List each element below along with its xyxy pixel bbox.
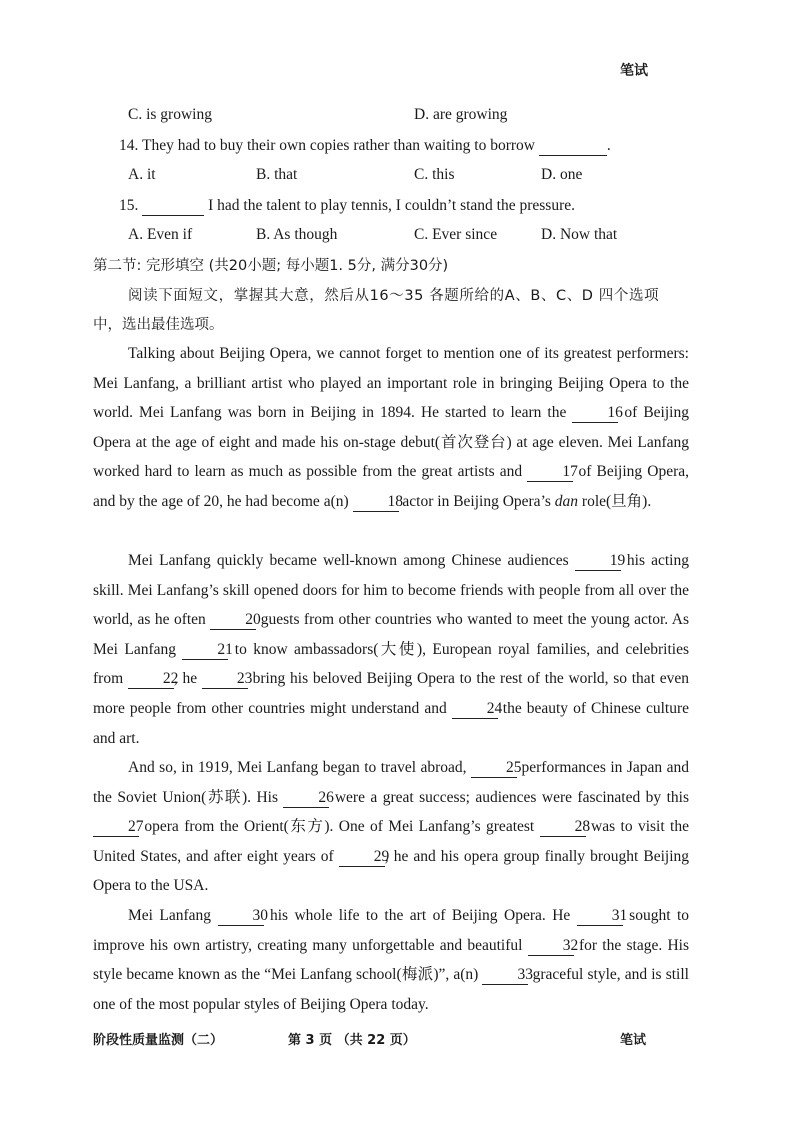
passage-text: Mei Lanfang	[128, 907, 218, 924]
q14-stem-text: 14. They had to buy their own copies rather than waiting to borrow	[119, 137, 535, 154]
section-heading: 第二节: 完形填空 (共20小题; 每小题1. 5分, 满分30分)	[93, 258, 449, 274]
passage-text: Talking about Beijing Opera, we cannot forget to mention one of its greatest performers: Mei Lanfang, a brilliant artist who played an important role in bringing Beijing Opera to the world. Mei Lanfang was born in Beijing in 1894. He started to learn the	[93, 345, 689, 422]
cloze-blank-30: 30	[218, 907, 264, 926]
cloze-blank-18: 18	[353, 493, 399, 512]
cloze-blank-21: 21	[182, 641, 228, 660]
passage-text: performances in Japan and the Soviet Union(苏联). His	[93, 759, 689, 806]
passage-paragraph-4	[93, 901, 689, 1019]
passage-text: , he and his opera group finally brought Beijing Opera to the USA.	[93, 847, 690, 895]
cloze-blank-31: 31	[577, 907, 623, 926]
passage-text: for the stage. His style became known as the “Mei Lanfang school(梅派)”, a(n)	[93, 936, 689, 984]
q13-option-c: C. is growing	[128, 106, 212, 123]
passage-paragraph-3	[93, 753, 689, 901]
q15-option-c: C. Ever since	[414, 226, 498, 243]
passage-text: his whole life to the art of Beijing Opera. He	[263, 907, 577, 924]
q14-option-b: B. that	[256, 166, 298, 183]
passage-paragraph-2	[93, 546, 689, 753]
q15-blank	[142, 197, 204, 216]
section-instruction-line2: 中，选出最佳选项。	[93, 317, 224, 333]
q15-stem	[119, 196, 575, 216]
passage-paragraph-1	[93, 339, 689, 517]
passage-text: opera from the Orient(东方). One of Mei Lanfang’s greatest	[139, 818, 540, 836]
cloze-blank-24: 24	[452, 700, 498, 719]
passage-text: , he	[173, 670, 202, 688]
cloze-blank-19: 19	[575, 552, 621, 571]
footer-exam-name: 阶段性质量监测（二）	[93, 1033, 224, 1048]
q14-stem	[119, 136, 611, 156]
passage-text: of Beijing Opera at the age of eight and made his on-stage debut(首次登台) at age eleven. Mei Lanfang worked hard to learn as much as possible from the great artists and	[93, 404, 689, 481]
q14-stem-end: .	[606, 137, 611, 154]
cloze-blank-27: 27	[93, 818, 139, 837]
passage-text: graceful style, and is still one of the most popular styles of Beijing Opera today.	[93, 966, 689, 1013]
q15-number: 15.	[119, 197, 139, 214]
italic-term: dan	[554, 492, 579, 510]
passage-text: the beauty of Chinese culture and art.	[93, 699, 689, 747]
passage-text: sought to improve his own artistry, creating many unforgettable and beautiful	[93, 907, 690, 954]
q14-blank	[539, 137, 607, 156]
cloze-blank-32: 32	[528, 937, 574, 956]
passage-text: actor in Beijing Opera’s	[398, 492, 555, 510]
cloze-blank-26: 26	[283, 789, 329, 808]
footer-label: 笔试	[620, 1033, 647, 1048]
passage-text: bring his beloved Beijing Opera to the rest of the world, so that even more people from other countries might understand and	[93, 670, 689, 717]
passage-text: were a great success; audiences were fascinated by this	[329, 788, 689, 806]
passage-text: Mei Lanfang quickly became well-known among Chinese audiences	[128, 552, 575, 569]
q15-option-a: A. Even if	[128, 226, 193, 243]
cloze-blank-22: 22	[128, 670, 174, 689]
passage-text: of Beijing Opera, and by the age of 20, he had become a(n)	[93, 463, 689, 510]
cloze-blank-28: 28	[540, 818, 586, 837]
passage-text: role(旦角).	[578, 492, 652, 510]
header-label: 笔试	[620, 63, 648, 79]
cloze-blank-29: 29	[339, 848, 385, 867]
cloze-blank-25: 25	[471, 759, 517, 778]
passage-text: to know ambassadors(大使), European royal families, and celebrities from	[93, 640, 690, 688]
cloze-blank-33: 33	[482, 966, 528, 985]
cloze-blank-16: 16	[572, 404, 618, 423]
passage-text: And so, in 1919, Mei Lanfang began to travel abroad,	[128, 759, 472, 776]
passage-text: his acting skill. Mei Lanfang’s skill opened doors for him to become friends with people from all over the world, as he often	[93, 552, 689, 629]
cloze-blank-17: 17	[527, 463, 573, 482]
q15-option-b: B. As though	[256, 226, 338, 243]
q14-option-d: D. one	[541, 166, 583, 183]
passage-text: guests from other countries who wanted to meet the young actor. As Mei Lanfang	[93, 611, 689, 658]
q15-option-d: D. Now that	[541, 226, 618, 243]
q14-option-a: A. it	[128, 166, 156, 183]
passage-text: was to visit the United States, and after eight years of	[93, 818, 689, 865]
q15-stem-text: I had the talent to play tennis, I couldn’t stand the pressure.	[208, 197, 576, 214]
cloze-blank-20: 20	[210, 611, 256, 630]
q13-option-d: D. are growing	[414, 106, 508, 123]
cloze-blank-23: 23	[202, 670, 248, 689]
q14-option-c: C. this	[414, 166, 455, 183]
footer-page-number: 第 3 页 （共 22 页）	[288, 1033, 416, 1048]
section-instruction-line1: 阅读下面短文，掌握其大意，然后从16～35 各题所给的A、B、C、D 四个选项	[128, 288, 660, 304]
